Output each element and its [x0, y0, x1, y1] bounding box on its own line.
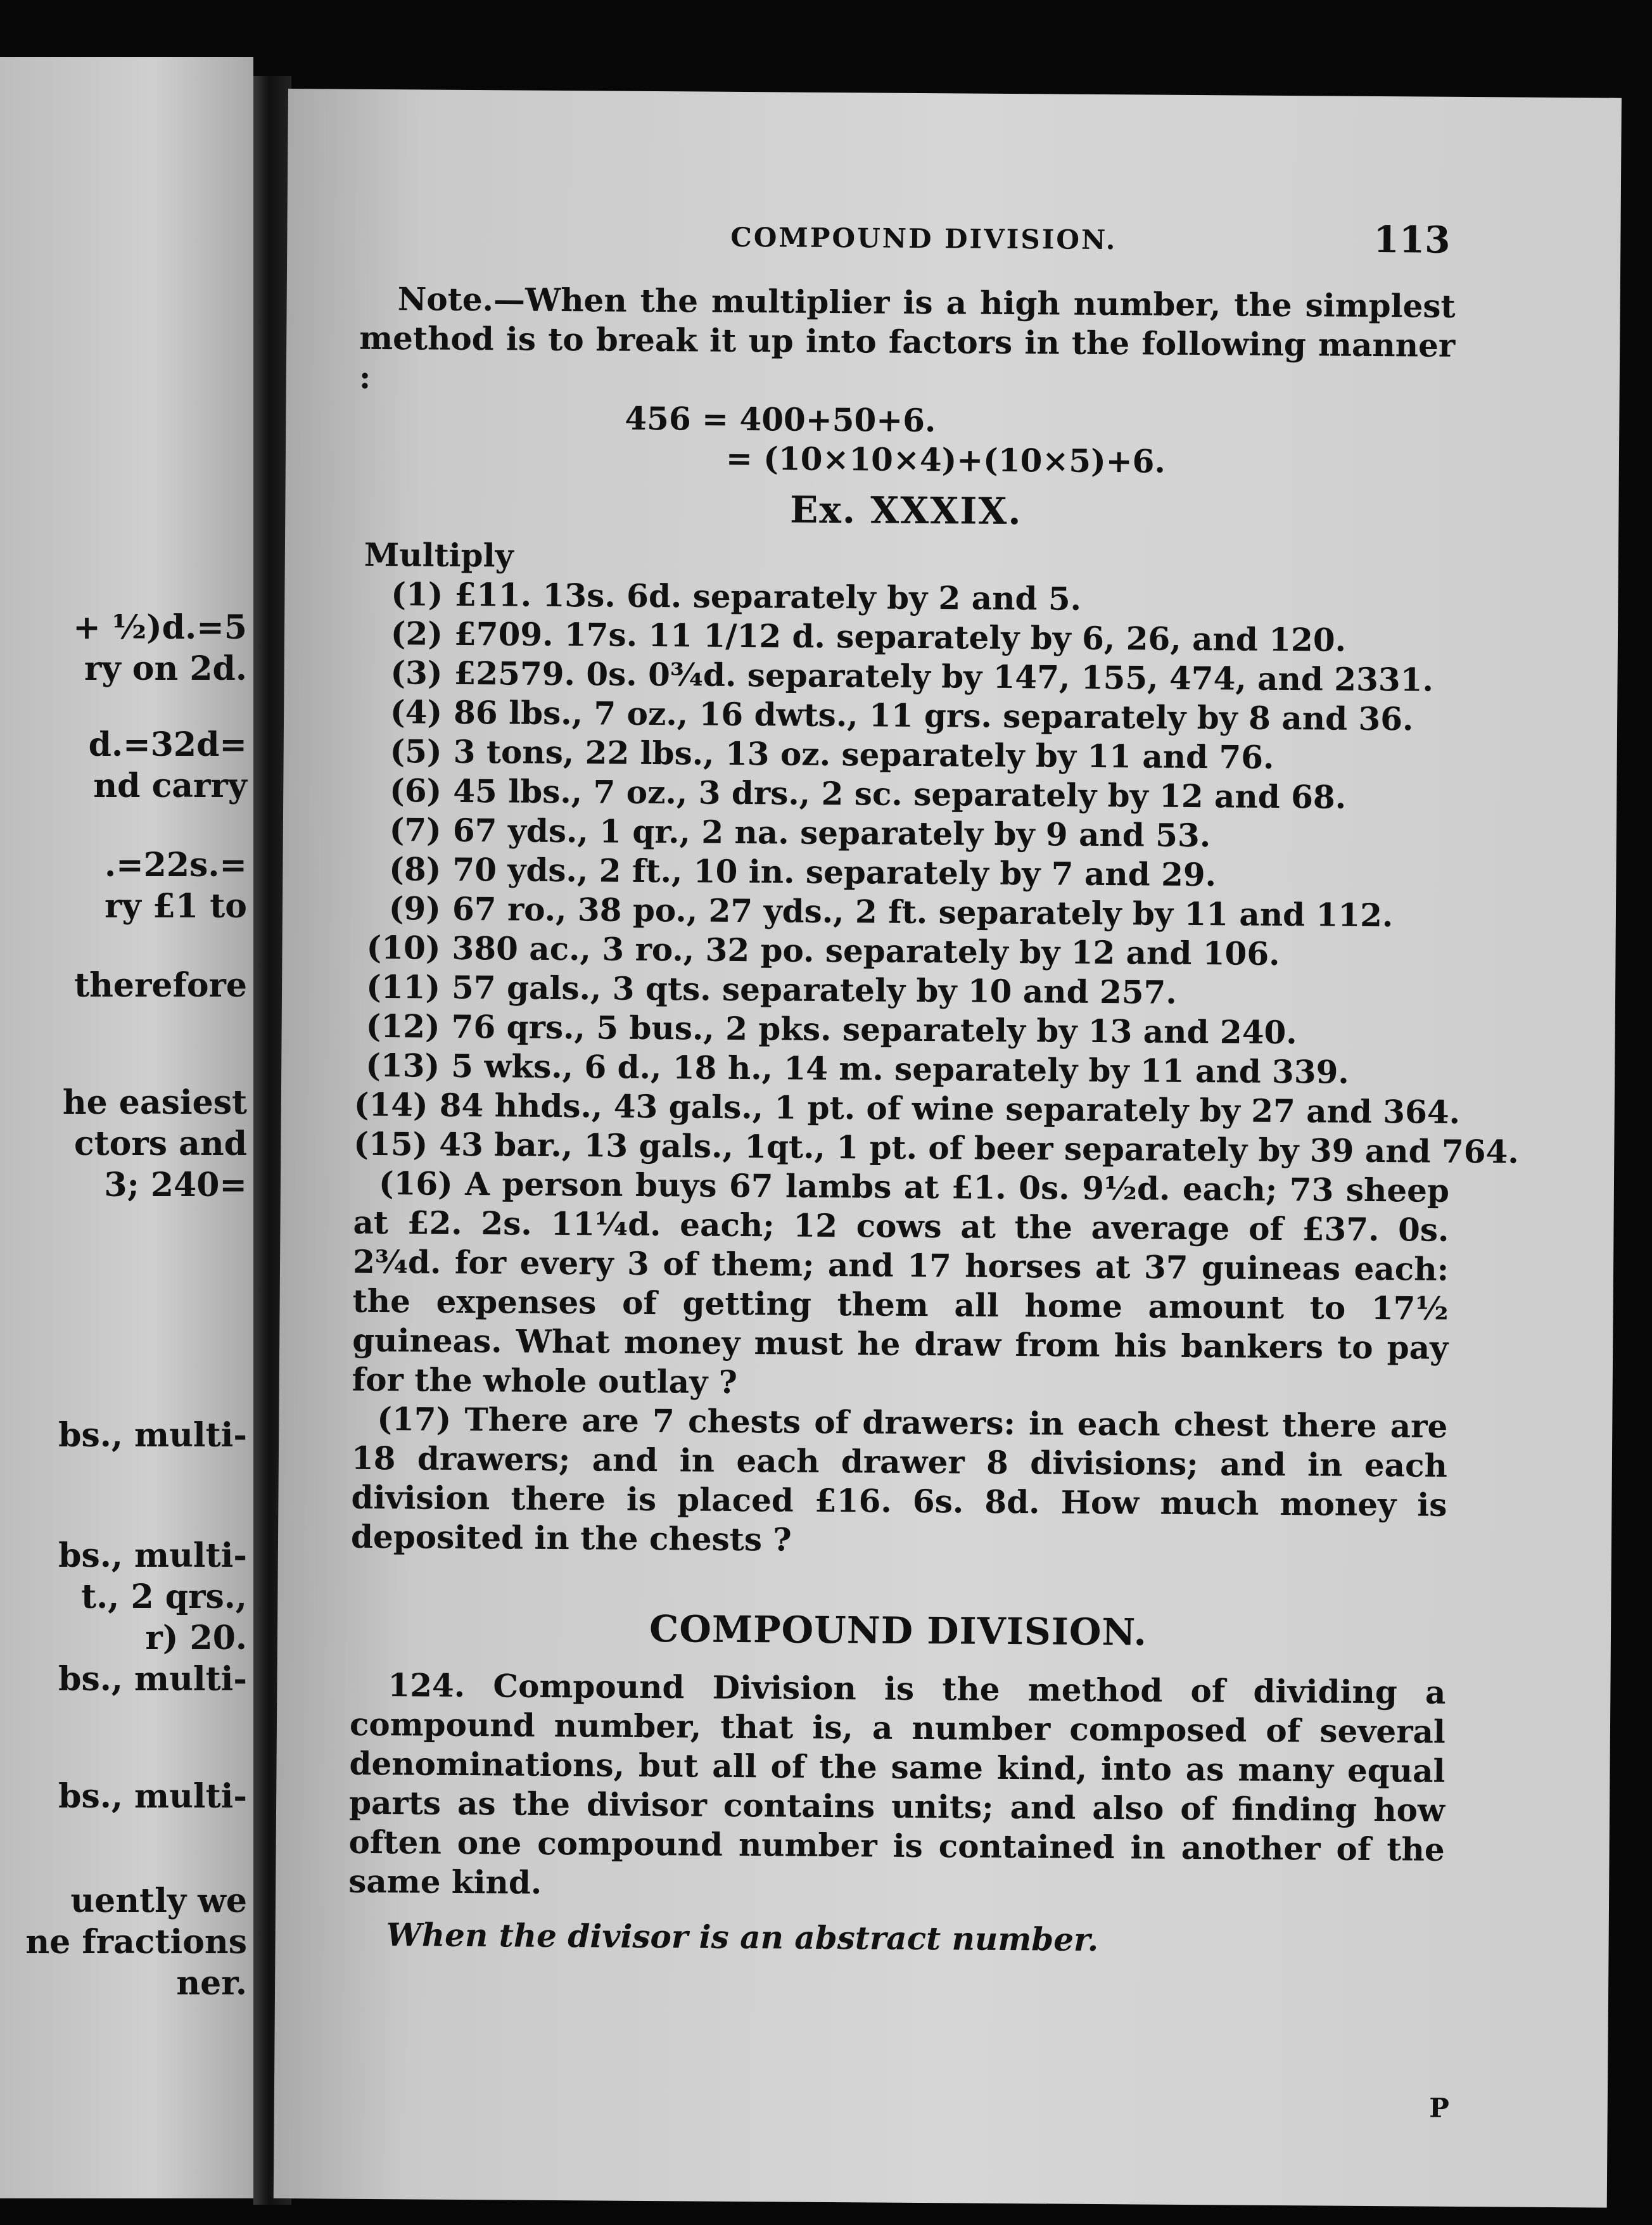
item-text: 86 lbs., 7 oz., 16 dwts., 11 grs. separately by 8 and 36.	[453, 693, 1414, 738]
item-text: 3 tons, 22 lbs., 13 oz. separately by 11 and 76.	[453, 732, 1274, 776]
equation-line-2: = (10×10×4)+(10×5)+6.	[725, 439, 1166, 480]
left-fragment: ne fractions	[25, 1923, 247, 1961]
item-text: 43 bar., 13 gals., 1qt., 1 pt. of beer separately by 39 and 764.	[439, 1125, 1519, 1171]
page-content	[348, 279, 1519, 1962]
signature-mark: P	[1429, 2092, 1449, 2124]
page-number: 113	[1373, 217, 1451, 262]
left-fragment: ry on 2d.	[84, 649, 247, 688]
exercise-title: Ex. XXXIX.	[789, 488, 1022, 533]
item-text: £709. 17s. 11 1/12 d. separately by 6, 26, and 120.	[454, 615, 1347, 659]
left-fragment: bs., multi-	[58, 1660, 247, 1699]
item-number: (6)	[389, 772, 442, 810]
exercise-intro: Multiply	[364, 535, 514, 575]
right-page	[274, 89, 1622, 2208]
left-fragment: ry £1 to	[105, 887, 247, 926]
left-fragment: nd carry	[93, 767, 247, 805]
item-text: 5 wks., 6 d., 18 h., 14 m. separately by 11 and 339.	[451, 1047, 1350, 1091]
left-fragment: bs., multi-	[58, 1536, 247, 1575]
left-page	[0, 57, 253, 2198]
item-number: (15)	[353, 1125, 428, 1163]
item-number: (13)	[365, 1046, 440, 1085]
item-text: 70 yds., 2 ft., 10 in. separately by 7 and 29.	[452, 850, 1217, 894]
left-fragment: .=22s.=	[105, 846, 247, 884]
left-fragment: 3; 240=	[104, 1166, 247, 1204]
left-fragment: uently we	[70, 1882, 247, 1920]
item-number: (5)	[390, 732, 442, 770]
item-text: 76 qrs., 5 bus., 2 pks. separately by 13 and 240.	[451, 1007, 1297, 1052]
item-text: £2579. 0s. 0¾d. separately by 147, 155, 474, and 2331.	[454, 654, 1434, 699]
left-fragment: + ½)d.=5	[73, 608, 247, 647]
left-fragment: d.=32d=	[88, 725, 247, 764]
item-number: (11)	[365, 967, 441, 1006]
item-number: (1)	[391, 575, 443, 613]
item-text: 67 ro., 38 po., 27 yds., 2 ft. separately by 11 and 112.	[452, 889, 1394, 934]
item-text: 67 yds., 1 qr., 2 na. separately by 9 and 53.	[452, 811, 1211, 855]
left-fragment: bs., multi-	[58, 1777, 247, 1816]
left-fragment: bs., multi-	[58, 1416, 247, 1455]
item-text: 45 lbs., 7 oz., 3 drs., 2 sc. separately by 12 and 68.	[453, 772, 1347, 816]
item-number: (3)	[390, 654, 443, 692]
left-fragment: ctors and	[74, 1125, 247, 1163]
exercise-item-16: (16) A person buys 67 lambs at £1. 0s. 9½d. each; 73 sheep at £2. 2s. 11¼d. each; 12 cows at the average of £37. 0s. 2¾d. for every 3 of them; and 17 horses at 37 guineas each: the expenses of getting them all home amount to 17½ guineas. What money must he draw from his bankers to pay for the whole outlay ?	[352, 1164, 1450, 1401]
subheading: When the divisor is an abstract number.	[386, 1916, 1099, 1959]
left-fragment: he easiest	[62, 1083, 247, 1122]
item-number: (10)	[366, 928, 441, 967]
left-fragment: r) 20.	[145, 1619, 247, 1657]
item-text: 84 hhds., 43 gals., 1 pt. of wine separately by 27 and 364.	[439, 1086, 1461, 1131]
item-number: (14)	[353, 1085, 428, 1124]
item-number: (7)	[389, 811, 442, 849]
exercise-item-17: (17) There are 7 chests of drawers: in each chest there are 18 drawers; and in each drawer 8 divisions; and in each division there is placed £16. 6s. 8d. How much money is deposited in the chests ?	[350, 1400, 1448, 1559]
item-text: £11. 13s. 6d. separately by 2 and 5.	[454, 575, 1082, 618]
item-number: (4)	[390, 693, 443, 731]
item-number: (8)	[389, 850, 442, 888]
item-number: (12)	[365, 1007, 440, 1045]
left-fragment: ner.	[176, 1964, 247, 2003]
left-fragment: t., 2 qrs.,	[81, 1578, 247, 1616]
definition-paragraph: 124. Compound Division is the method of dividing a compound number, that is, a number composed of several denominations, but all of the same kind, into as many equal parts as the divisor contains units; and also of finding how often one compound number is contained in another of the same kind.	[348, 1666, 1446, 1901]
left-fragment: therefore	[74, 966, 247, 1005]
item-text: 57 gals., 3 qts. separately by 10 and 257.	[451, 968, 1177, 1011]
equation-line-1: 456 = 400+50+6.	[625, 399, 936, 440]
running-title: COMPOUND DIVISION.	[730, 221, 1117, 256]
note-paragraph: Note.—When the multiplier is a high number, the simplest method is to break it up into factors in the following manner :	[359, 280, 1456, 396]
item-number: (9)	[388, 889, 442, 928]
item-number: (2)	[390, 615, 443, 653]
exercise-list	[353, 575, 1519, 1171]
item-text: 380 ac., 3 ro., 32 po. separately by 12 and 106.	[452, 929, 1280, 972]
section-title: COMPOUND DIVISION.	[649, 1607, 1148, 1654]
